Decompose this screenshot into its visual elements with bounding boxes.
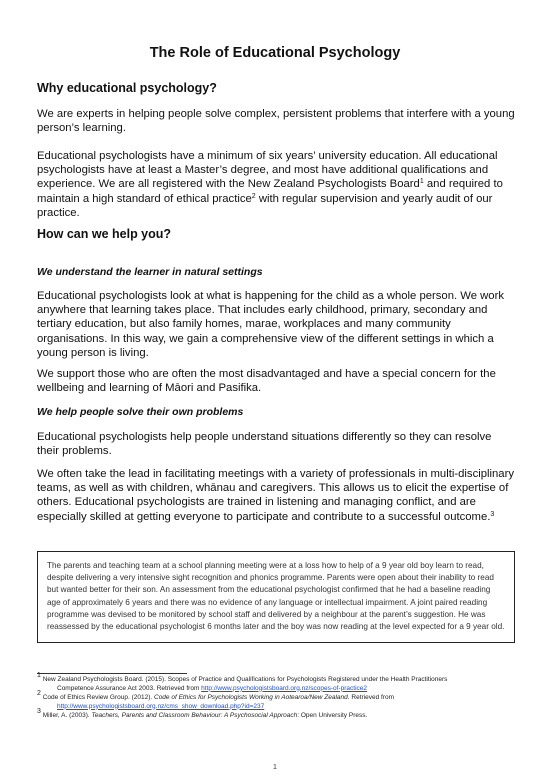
footnote-1-text: New Zealand Psychologists Board. (2015). Scopes of Practice and Qualifications for Psychologists Registered under the Health Practitioners (42, 676, 448, 683)
paragraph-experts: We are experts in helping people solve complex, persistent problems that interfere with a young person’s learning. (37, 108, 515, 135)
footnote-3-title: Teachers, Parents and Classroom Behaviour: A Psychosocial Approach (91, 712, 298, 719)
paragraph-qualifications (37, 149, 515, 220)
subheading-natural-settings: We understand the learner in natural settings (37, 266, 263, 278)
paragraph-resolve: Educational psychologists help people understand situations differently so they can resolve their problems. (37, 431, 492, 458)
case-study-box: The parents and teaching team at a school planning meeting were at a loss how to help of a 9 year old boy learn to read, despite delivering a very intensive sight recognition and phonics programme. Parents were open about their inability to read but wanted better for their son. An assessment from the educational psychologist confirmed that he had a baseline reading age of approximately 6 years and there was no evidence of any language or intellectual impairment. A joint paired reading programme was devised to be monitored by school staff and delivered by a neighbour at the parent’s suggestion. He was reassessed by the educational psychologist 6 months later and the boy was now reading at the level expected for a 9 year old. (37, 551, 515, 643)
footnote-1 (37, 672, 517, 693)
paragraph-qualifications-text-2: and required to maintain a high standard of ethical practice (37, 178, 503, 205)
paragraph-facilitating (37, 467, 515, 524)
footnote-3-text-post: : Open University Press. (297, 712, 368, 719)
paragraph-qualifications-text-3: with regular supervision and yearly audit of our practice. (37, 192, 493, 219)
section-heading-how: How can we help you? (37, 227, 172, 241)
paragraph-whole-person: Educational psychologists look at what is happening for the child as a whole person. We work anywhere that learning takes place. That includes early childhood, primary, secondary and tertiary education, but also family homes, marae, workplaces and many community organisations. In this way, we gain a comprehensive view of the different settings in which a young person is living. (37, 290, 504, 359)
footnote-ref-2: 2 (251, 192, 256, 200)
footnote-1-cont-text: Competence Assurance Act 2003. Retrieved from (57, 684, 202, 692)
page-title: The Role of Educational Psychology (149, 45, 401, 61)
page-number: 1 (273, 764, 277, 771)
footnote-3-number: 3 (37, 708, 41, 715)
footnote-ref-3: 3 (490, 510, 495, 518)
footnote-ref-1: 1 (419, 178, 424, 186)
footnote-2-link[interactable]: http://www.psychologistsboard.org.nz/cms_show_download.php?id=237 (57, 702, 265, 710)
footnote-2-text-post: . Retrieved from (347, 694, 395, 701)
footnote-3-text-pre: Miller, A. (2003). (42, 712, 92, 719)
section-heading-why: Why educational psychology? (37, 81, 217, 95)
footnote-2-title: Code of Ethics for Psychologists Working in Aotearoa/New Zealand (154, 694, 348, 701)
paragraph-support: We support those who are often the most disadvantaged and have a special concern for the wellbeing and learning of Māori and Pasifika. (37, 368, 496, 395)
footnote-divider (37, 673, 187, 674)
paragraph-facilitating-text: We often take the lead in facilitating meetings with a variety of professionals in multi-disciplinary teams, as well as with children, whānau and caregivers. This allows us to elicit the expertise of others. Educational psychologists are trained in listening and managing conflict, and are especially skilled at getting everyone to participate and contribute to a successful outcome. (37, 468, 515, 523)
footnote-3 (37, 708, 517, 721)
subheading-solve-problems: We help people solve their own problems (37, 406, 244, 418)
footnote-2 (37, 690, 517, 711)
footnote-2-text-pre: Code of Ethics Review Group. (2012). (42, 694, 154, 701)
paragraph-qualifications-text-1: Educational psychologists have a minimum of six years’ university education. All educational psychologists have at least a Master’s degree, and most have additional qualifications and experience. We are all registered with the New Zealand Psychologists Board (37, 150, 498, 191)
footnote-1-number: 1 (37, 672, 41, 679)
footnote-1-continuation (37, 685, 517, 694)
footnote-1-link[interactable]: http://www.psychologistsboard.org.nz/scopes-of-practice2 (201, 684, 368, 692)
footnote-2-number: 2 (37, 690, 41, 697)
footnote-2-continuation (37, 703, 517, 712)
